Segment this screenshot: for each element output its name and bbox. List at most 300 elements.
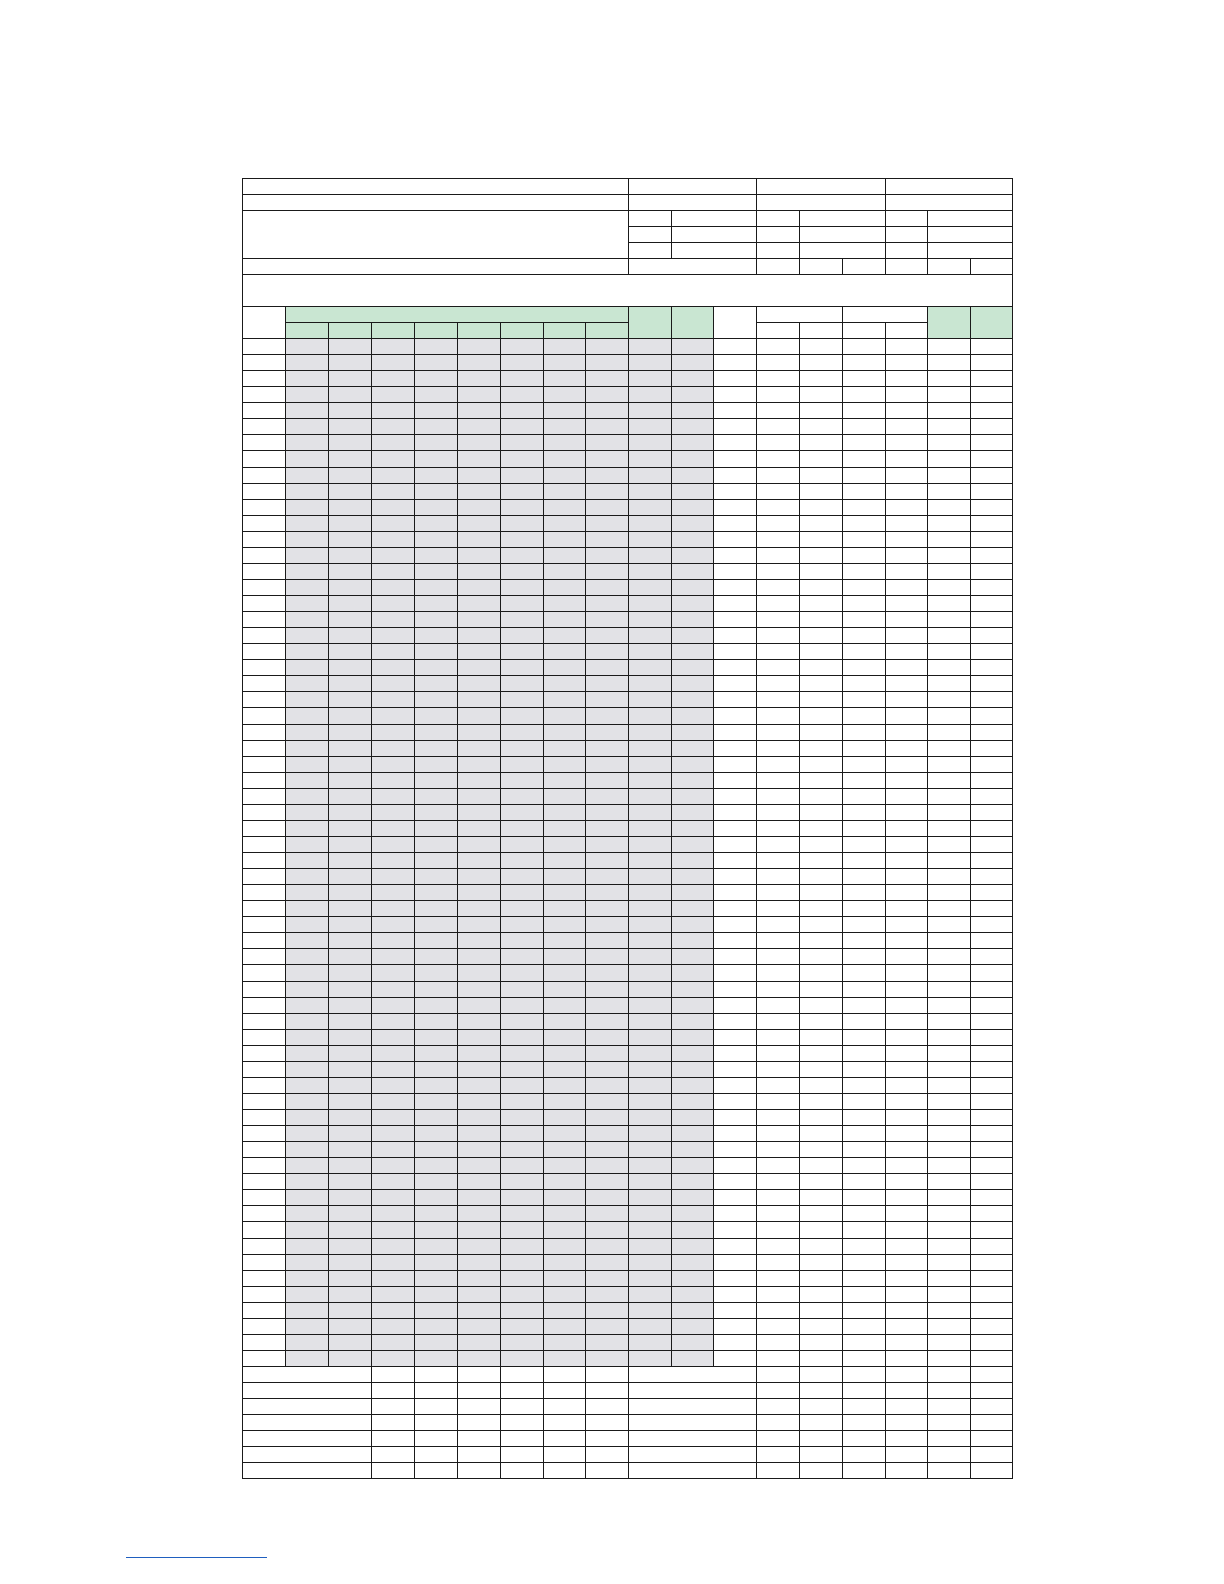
entry-cell <box>714 1222 757 1239</box>
entry-cell <box>372 708 415 725</box>
entry-cell <box>544 901 586 917</box>
entry-cell <box>672 708 714 725</box>
entry-cell <box>928 532 971 548</box>
entry-cell <box>886 965 928 982</box>
summary-cell <box>458 1431 501 1447</box>
entry-cell <box>672 1030 714 1046</box>
entry-cell <box>415 1271 458 1287</box>
entry-cell <box>886 1046 928 1062</box>
entry-cell <box>501 837 544 853</box>
entry-cell <box>458 1142 501 1158</box>
entry-cell <box>800 1046 843 1062</box>
entry-cell <box>886 387 928 403</box>
entry-cell <box>843 692 886 708</box>
entry-cell <box>329 1303 372 1319</box>
row-number-cell <box>243 1319 286 1335</box>
summary-cell <box>757 1383 800 1399</box>
entry-cell <box>329 500 372 516</box>
entry-cell <box>757 355 800 371</box>
entry-cell <box>928 982 971 998</box>
entry-cell <box>629 564 672 580</box>
summary-cell <box>928 1415 971 1431</box>
entry-cell <box>843 516 886 532</box>
entry-cell <box>800 901 843 917</box>
entry-cell <box>629 419 672 435</box>
entry-cell <box>544 564 586 580</box>
instructions-cell <box>243 275 1013 307</box>
entry-cell <box>544 548 586 564</box>
entry-cell <box>372 516 415 532</box>
column-header-cell <box>415 323 458 339</box>
entry-cell <box>501 548 544 564</box>
entry-cell <box>757 1030 800 1046</box>
entry-cell <box>501 371 544 387</box>
entry-cell <box>886 1062 928 1078</box>
entry-cell <box>971 1255 1013 1271</box>
entry-cell <box>544 1287 586 1303</box>
entry-cell <box>329 403 372 419</box>
summary-cell <box>757 1367 800 1383</box>
entry-cell <box>714 419 757 435</box>
header-cell <box>757 195 886 211</box>
row-number-cell <box>243 1271 286 1287</box>
entry-cell <box>286 371 329 387</box>
entry-cell <box>544 805 586 821</box>
entry-cell <box>672 757 714 773</box>
entry-cell <box>629 1062 672 1078</box>
entry-cell <box>672 1190 714 1206</box>
row-number-cell <box>243 644 286 660</box>
summary-cell <box>800 1463 843 1479</box>
entry-cell <box>501 355 544 371</box>
entry-cell <box>458 1271 501 1287</box>
entry-cell <box>501 933 544 949</box>
entry-cell <box>586 1174 629 1190</box>
entry-cell <box>329 628 372 644</box>
entry-cell <box>458 1062 501 1078</box>
entry-cell <box>501 516 544 532</box>
entry-cell <box>928 949 971 965</box>
summary-cell <box>800 1399 843 1415</box>
entry-cell <box>458 1303 501 1319</box>
header-label-cell <box>886 227 928 243</box>
entry-cell <box>672 965 714 982</box>
entry-cell <box>415 1142 458 1158</box>
entry-cell <box>415 1335 458 1351</box>
entry-cell <box>714 708 757 725</box>
entry-cell <box>928 1255 971 1271</box>
row-number-cell <box>243 1206 286 1222</box>
summary-cell <box>843 1415 886 1431</box>
entry-cell <box>286 933 329 949</box>
entry-cell <box>586 837 629 853</box>
entry-cell <box>544 516 586 532</box>
entry-cell <box>800 725 843 741</box>
entry-cell <box>757 387 800 403</box>
entry-cell <box>672 998 714 1014</box>
entry-cell <box>672 419 714 435</box>
entry-cell <box>286 1287 329 1303</box>
entry-cell <box>800 596 843 612</box>
entry-cell <box>886 371 928 387</box>
summary-cell <box>928 1447 971 1463</box>
header-value-cell <box>672 227 757 243</box>
entry-cell <box>501 1126 544 1142</box>
entry-cell <box>544 628 586 644</box>
entry-cell <box>928 548 971 564</box>
entry-cell <box>928 371 971 387</box>
entry-cell <box>714 1319 757 1335</box>
entry-cell <box>672 1222 714 1239</box>
row-number-cell <box>243 1351 286 1367</box>
header-cell <box>886 195 1013 211</box>
summary-cell <box>458 1399 501 1415</box>
summary-label-cell <box>243 1415 372 1431</box>
entry-cell <box>800 1126 843 1142</box>
entry-cell <box>757 435 800 451</box>
summary-cell <box>415 1431 458 1447</box>
entry-cell <box>928 837 971 853</box>
entry-cell <box>672 1303 714 1319</box>
entry-cell <box>971 451 1013 468</box>
entry-cell <box>501 1078 544 1094</box>
summary-cell <box>800 1431 843 1447</box>
summary-cell <box>629 1367 757 1383</box>
entry-cell <box>714 1110 757 1126</box>
entry-cell <box>544 1126 586 1142</box>
entry-cell <box>672 1158 714 1174</box>
entry-cell <box>544 1351 586 1367</box>
entry-cell <box>800 998 843 1014</box>
header-value-cell <box>800 211 886 227</box>
entry-cell <box>501 612 544 628</box>
entry-cell <box>501 692 544 708</box>
entry-cell <box>586 1110 629 1126</box>
entry-cell <box>757 468 800 484</box>
summary-label-cell <box>243 1447 372 1463</box>
entry-cell <box>586 339 629 355</box>
entry-cell <box>415 387 458 403</box>
entry-cell <box>800 1222 843 1239</box>
entry-cell <box>672 853 714 869</box>
entry-cell <box>843 1319 886 1335</box>
entry-cell <box>372 1222 415 1239</box>
entry-cell <box>800 1190 843 1206</box>
entry-cell <box>586 789 629 805</box>
entry-cell <box>800 564 843 580</box>
entry-cell <box>286 612 329 628</box>
entry-cell <box>544 773 586 789</box>
entry-cell <box>886 1110 928 1126</box>
entry-cell <box>843 869 886 885</box>
entry-cell <box>286 500 329 516</box>
entry-cell <box>672 468 714 484</box>
entry-cell <box>800 548 843 564</box>
entry-cell <box>714 500 757 516</box>
entry-cell <box>971 773 1013 789</box>
entry-cell <box>544 725 586 741</box>
entry-cell <box>372 1142 415 1158</box>
row-number-cell <box>243 548 286 564</box>
entry-cell <box>757 1335 800 1351</box>
entry-cell <box>757 965 800 982</box>
entry-cell <box>757 596 800 612</box>
entry-cell <box>544 660 586 676</box>
entry-cell <box>372 773 415 789</box>
entry-cell <box>372 580 415 596</box>
summary-cell <box>843 1463 886 1479</box>
row-number-cell <box>243 1287 286 1303</box>
entry-cell <box>372 982 415 998</box>
entry-cell <box>458 387 501 403</box>
entry-cell <box>886 435 928 451</box>
entry-cell <box>629 1222 672 1239</box>
entry-cell <box>629 1287 672 1303</box>
entry-cell <box>886 676 928 692</box>
header-subtitle-cell <box>243 195 629 211</box>
entry-cell <box>329 965 372 982</box>
entry-cell <box>586 901 629 917</box>
summary-cell <box>415 1463 458 1479</box>
entry-cell <box>928 387 971 403</box>
entry-cell <box>458 500 501 516</box>
entry-cell <box>714 869 757 885</box>
entry-cell <box>629 435 672 451</box>
entry-cell <box>501 805 544 821</box>
entry-cell <box>629 901 672 917</box>
entry-cell <box>629 1303 672 1319</box>
entry-cell <box>928 660 971 676</box>
entry-cell <box>458 516 501 532</box>
entry-cell <box>544 1014 586 1030</box>
entry-cell <box>372 468 415 484</box>
summary-cell <box>501 1463 544 1479</box>
row-number-cell <box>243 805 286 821</box>
entry-cell <box>971 917 1013 933</box>
summary-cell <box>886 1383 928 1399</box>
entry-cell <box>757 757 800 773</box>
entry-cell <box>886 1078 928 1094</box>
entry-cell <box>843 419 886 435</box>
entry-cell <box>971 933 1013 949</box>
entry-cell <box>714 1094 757 1110</box>
entry-cell <box>586 1222 629 1239</box>
entry-cell <box>757 532 800 548</box>
entry-cell <box>329 451 372 468</box>
entry-cell <box>672 1014 714 1030</box>
entry-cell <box>329 355 372 371</box>
entry-cell <box>886 1014 928 1030</box>
entry-cell <box>757 1110 800 1126</box>
entry-cell <box>843 1190 886 1206</box>
entry-cell <box>843 1142 886 1158</box>
entry-cell <box>971 419 1013 435</box>
entry-cell <box>586 982 629 998</box>
entry-cell <box>928 741 971 757</box>
entry-cell <box>971 628 1013 644</box>
entry-cell <box>329 917 372 933</box>
entry-cell <box>544 837 586 853</box>
entry-cell <box>501 644 544 660</box>
entry-cell <box>714 805 757 821</box>
entry-cell <box>286 1206 329 1222</box>
entry-cell <box>586 1351 629 1367</box>
entry-cell <box>757 998 800 1014</box>
row-number-cell <box>243 998 286 1014</box>
entry-cell <box>501 419 544 435</box>
entry-cell <box>886 1142 928 1158</box>
entry-cell <box>800 435 843 451</box>
header-value-cell <box>928 211 1013 227</box>
entry-cell <box>800 1287 843 1303</box>
entry-cell <box>629 516 672 532</box>
header-cell <box>629 259 757 275</box>
entry-cell <box>800 1158 843 1174</box>
entry-cell <box>329 933 372 949</box>
entry-cell <box>458 644 501 660</box>
entry-cell <box>800 757 843 773</box>
entry-cell <box>286 725 329 741</box>
entry-cell <box>286 484 329 500</box>
entry-cell <box>800 853 843 869</box>
entry-cell <box>458 965 501 982</box>
entry-cell <box>286 1271 329 1287</box>
header-value-cell <box>928 243 1013 259</box>
entry-cell <box>415 628 458 644</box>
entry-cell <box>458 837 501 853</box>
entry-cell <box>415 1319 458 1335</box>
entry-cell <box>415 660 458 676</box>
entry-cell <box>757 853 800 869</box>
entry-cell <box>629 580 672 596</box>
entry-cell <box>544 789 586 805</box>
summary-cell <box>415 1367 458 1383</box>
entry-cell <box>329 725 372 741</box>
entry-cell <box>544 1303 586 1319</box>
entry-cell <box>286 596 329 612</box>
entry-cell <box>501 387 544 403</box>
entry-cell <box>372 1287 415 1303</box>
entry-cell <box>458 773 501 789</box>
entry-cell <box>800 419 843 435</box>
entry-cell <box>971 1046 1013 1062</box>
row-number-cell <box>243 660 286 676</box>
entry-cell <box>458 419 501 435</box>
entry-cell <box>286 998 329 1014</box>
entry-cell <box>458 628 501 644</box>
column-header-cell <box>843 323 886 339</box>
entry-cell <box>928 725 971 741</box>
entry-cell <box>372 387 415 403</box>
entry-cell <box>886 917 928 933</box>
entry-cell <box>928 1222 971 1239</box>
entry-cell <box>886 580 928 596</box>
header-label-cell <box>629 243 672 259</box>
summary-label-cell <box>243 1399 372 1415</box>
entry-cell <box>372 741 415 757</box>
summary-cell <box>372 1383 415 1399</box>
entry-cell <box>886 1094 928 1110</box>
row-number-cell <box>243 564 286 580</box>
entry-cell <box>329 757 372 773</box>
entry-cell <box>843 628 886 644</box>
entry-cell <box>415 708 458 725</box>
summary-cell <box>971 1431 1013 1447</box>
entry-cell <box>757 708 800 725</box>
row-number-cell <box>243 949 286 965</box>
row-number-cell <box>243 1190 286 1206</box>
entry-cell <box>800 451 843 468</box>
entry-cell <box>843 741 886 757</box>
entry-cell <box>928 451 971 468</box>
entry-cell <box>757 1126 800 1142</box>
entry-cell <box>672 564 714 580</box>
entry-cell <box>886 548 928 564</box>
entry-cell <box>544 1222 586 1239</box>
entry-cell <box>415 1110 458 1126</box>
header-cell <box>928 259 971 275</box>
entry-cell <box>501 757 544 773</box>
entry-cell <box>286 1030 329 1046</box>
entry-cell <box>886 1271 928 1287</box>
entry-cell <box>544 1271 586 1287</box>
entry-cell <box>544 1046 586 1062</box>
entry-cell <box>586 1303 629 1319</box>
entry-cell <box>458 612 501 628</box>
summary-cell <box>586 1367 629 1383</box>
entry-cell <box>843 1158 886 1174</box>
entry-cell <box>928 564 971 580</box>
entry-cell <box>629 1030 672 1046</box>
entry-cell <box>372 901 415 917</box>
entry-cell <box>415 516 458 532</box>
entry-cell <box>928 1078 971 1094</box>
entry-cell <box>800 789 843 805</box>
entry-cell <box>714 821 757 837</box>
row-number-cell <box>243 853 286 869</box>
entry-cell <box>843 1078 886 1094</box>
entry-cell <box>714 580 757 596</box>
entry-cell <box>544 1142 586 1158</box>
entry-cell <box>372 1158 415 1174</box>
entry-cell <box>800 837 843 853</box>
entry-cell <box>329 676 372 692</box>
entry-cell <box>586 998 629 1014</box>
entry-cell <box>714 1190 757 1206</box>
entry-cell <box>415 789 458 805</box>
summary-cell <box>415 1447 458 1463</box>
entry-cell <box>843 612 886 628</box>
entry-cell <box>971 1062 1013 1078</box>
entry-cell <box>372 1062 415 1078</box>
entry-cell <box>415 532 458 548</box>
entry-cell <box>672 1351 714 1367</box>
entry-cell <box>971 1239 1013 1255</box>
entry-cell <box>714 532 757 548</box>
entry-cell <box>714 1271 757 1287</box>
summary-cell <box>886 1463 928 1479</box>
entry-cell <box>372 933 415 949</box>
entry-cell <box>928 1046 971 1062</box>
entry-cell <box>544 741 586 757</box>
entry-cell <box>672 982 714 998</box>
entry-cell <box>672 628 714 644</box>
entry-cell <box>629 1190 672 1206</box>
entry-cell <box>971 1335 1013 1351</box>
entry-cell <box>458 1174 501 1190</box>
entry-cell <box>586 741 629 757</box>
entry-cell <box>971 692 1013 708</box>
